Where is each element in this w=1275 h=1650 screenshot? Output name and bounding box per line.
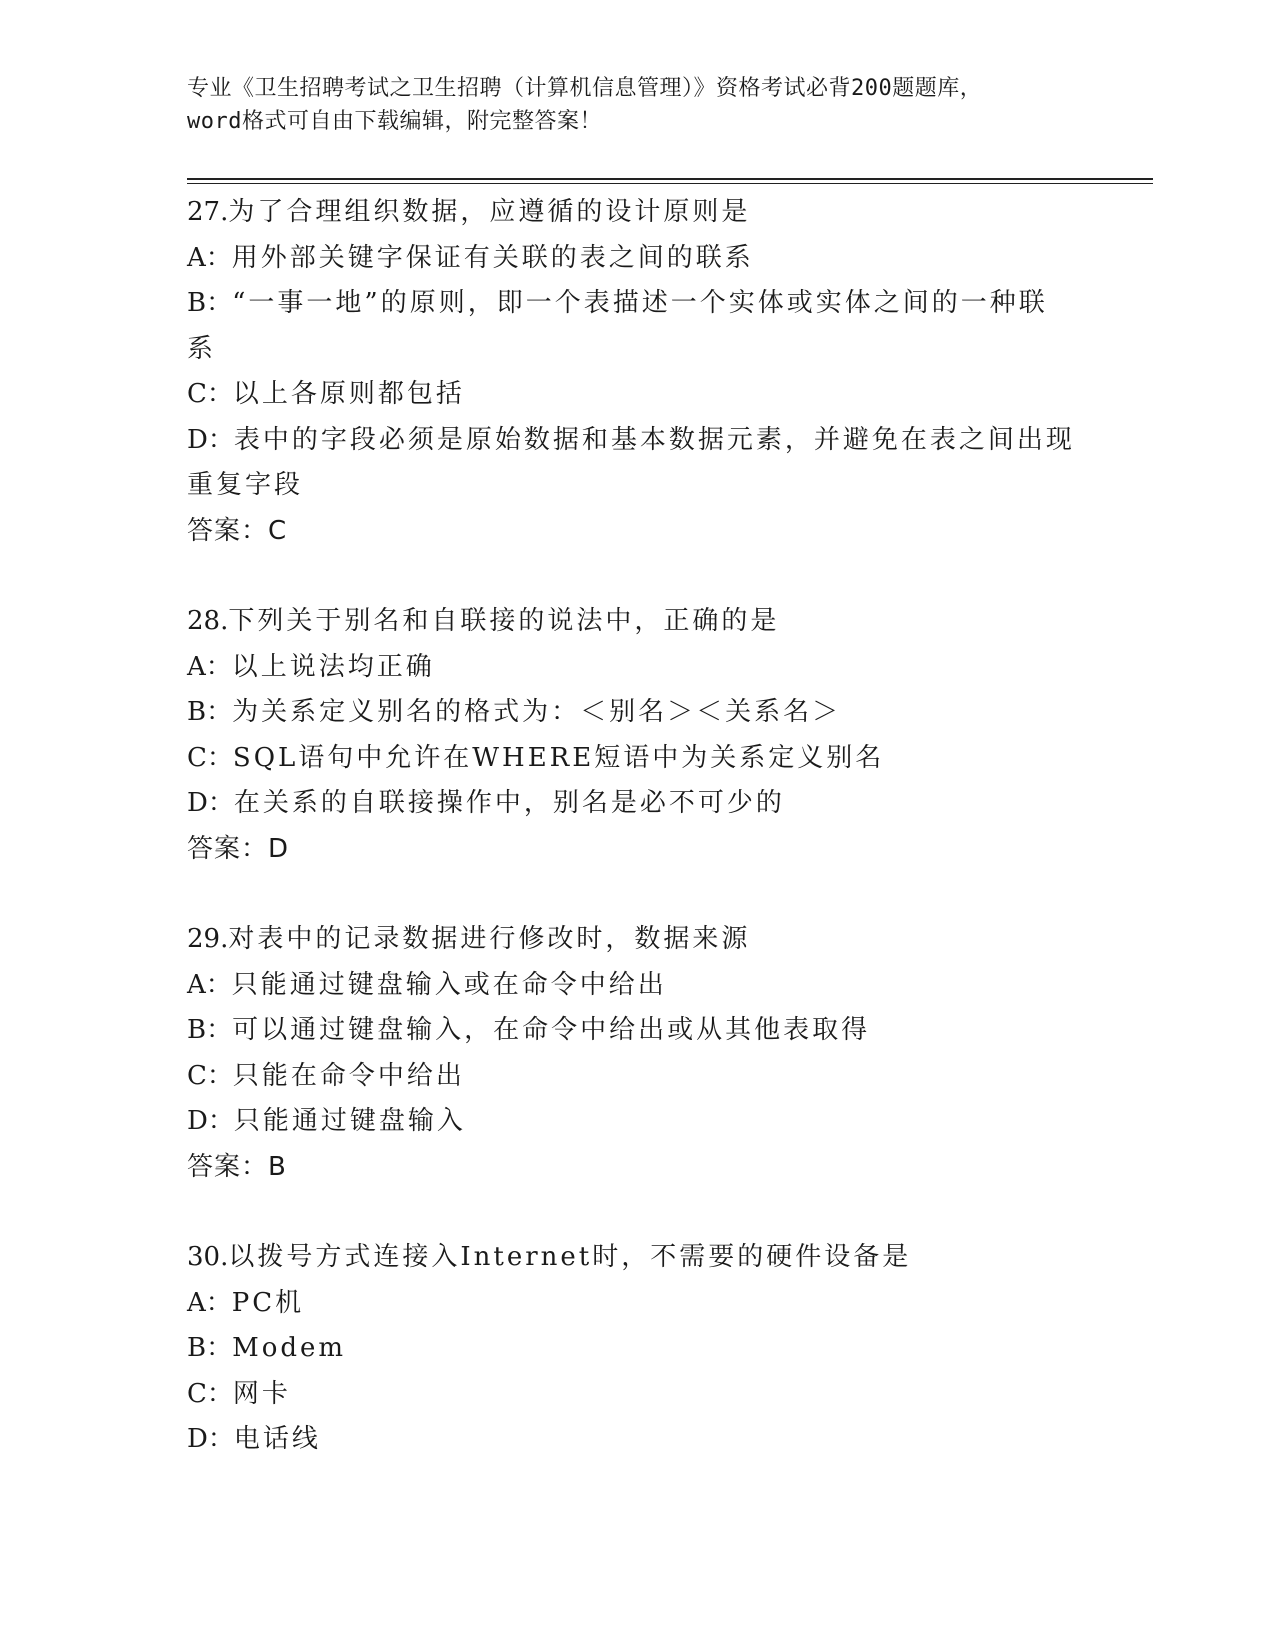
option-text: 在关系的自联接操作中，别名是必不可少的 bbox=[233, 788, 785, 818]
question-28 bbox=[187, 599, 1087, 872]
option-c bbox=[187, 372, 1087, 418]
question-text: 下列关于别名和自联接的说法中，正确的是 bbox=[228, 606, 780, 636]
option-letter: A： bbox=[187, 651, 232, 682]
option-text: 网卡 bbox=[232, 1378, 291, 1409]
option-a bbox=[187, 1281, 1087, 1327]
header-line-1: 专业《卫生招聘考试之卫生招聘（计算机信息管理）》资格考试必背200题题库， bbox=[187, 76, 983, 101]
option-a bbox=[187, 236, 1087, 282]
option-text: 只能通过键盘输入或在命令中给出 bbox=[231, 969, 667, 1000]
option-letter: C： bbox=[187, 1378, 233, 1409]
document-header bbox=[187, 72, 1087, 138]
option-letter: A： bbox=[187, 1287, 232, 1318]
option-d bbox=[187, 1099, 1087, 1145]
option-letter: C： bbox=[187, 379, 233, 409]
option-b bbox=[187, 1326, 1087, 1372]
option-letter: C： bbox=[187, 742, 233, 773]
option-text: 表中的字段必须是原始数据和基本数据元素，并避免在表之间出现 bbox=[233, 424, 1075, 455]
option-letter: B： bbox=[187, 288, 233, 318]
question-number: 29. bbox=[187, 924, 229, 954]
option-text: 可以通过键盘输入，在命令中给出或从其他表取得 bbox=[232, 1015, 871, 1045]
question-number: 27. bbox=[187, 197, 229, 227]
option-b bbox=[187, 1008, 1087, 1054]
option-b-continued: 系 bbox=[187, 333, 217, 364]
header-divider-thick bbox=[187, 178, 1153, 180]
option-letter: D： bbox=[187, 424, 234, 455]
option-letter: A： bbox=[187, 242, 232, 273]
option-b bbox=[187, 690, 1087, 736]
option-text: 用外部关键字保证有关联的表之间的联系 bbox=[231, 242, 754, 273]
question-27 bbox=[187, 190, 1087, 554]
question-list bbox=[187, 190, 1087, 1508]
answer-line: 答案：C bbox=[187, 515, 288, 546]
option-c bbox=[187, 736, 1087, 782]
question-stem bbox=[187, 599, 1087, 645]
option-d bbox=[187, 418, 1087, 464]
question-29 bbox=[187, 917, 1087, 1190]
option-text: “一事一地”的原则，即一个表描述一个实体或实体之间的一种联 bbox=[232, 288, 1048, 318]
question-number: 28. bbox=[187, 606, 229, 636]
question-text: 以拨号方式连接入Internet时，不需要的硬件设备是 bbox=[228, 1242, 912, 1272]
option-d bbox=[187, 1417, 1087, 1463]
question-stem bbox=[187, 190, 1087, 236]
option-text: 只能在命令中给出 bbox=[232, 1060, 465, 1091]
option-text: 只能通过键盘输入 bbox=[233, 1106, 466, 1136]
option-text: 为关系定义别名的格式为：＜别名＞＜关系名＞ bbox=[232, 697, 842, 727]
option-d-continued: 重复字段 bbox=[187, 470, 304, 500]
option-text: 电话线 bbox=[233, 1424, 321, 1454]
option-d bbox=[187, 781, 1087, 827]
header-line-2: word格式可自由下载编辑，附完整答案！ bbox=[187, 109, 602, 134]
answer-line: 答案：B bbox=[187, 1151, 287, 1182]
option-letter: D： bbox=[187, 1106, 234, 1136]
option-a bbox=[187, 963, 1087, 1009]
header-divider-thin bbox=[187, 183, 1153, 184]
question-text: 对表中的记录数据进行修改时，数据来源 bbox=[228, 924, 751, 954]
option-letter: C： bbox=[187, 1060, 233, 1091]
option-text: Modem bbox=[232, 1333, 347, 1363]
question-30 bbox=[187, 1235, 1087, 1463]
question-text: 为了合理组织数据，应遵循的设计原则是 bbox=[228, 197, 751, 227]
option-text: 以上各原则都包括 bbox=[232, 379, 465, 409]
option-c bbox=[187, 1054, 1087, 1100]
option-text: PC机 bbox=[231, 1287, 305, 1318]
option-a bbox=[187, 645, 1087, 691]
option-text: 以上说法均正确 bbox=[231, 651, 435, 682]
option-letter: B： bbox=[187, 1015, 233, 1045]
question-stem bbox=[187, 1235, 1087, 1281]
question-stem bbox=[187, 917, 1087, 963]
option-text: SQL语句中允许在WHERE短语中为关系定义别名 bbox=[232, 742, 885, 773]
option-c bbox=[187, 1372, 1087, 1418]
question-number: 30. bbox=[187, 1242, 229, 1272]
option-letter: B： bbox=[187, 697, 233, 727]
answer-line: 答案：D bbox=[187, 833, 290, 864]
option-b bbox=[187, 281, 1087, 327]
option-letter: B： bbox=[187, 1333, 233, 1363]
option-letter: D： bbox=[187, 1424, 234, 1454]
option-letter: A： bbox=[187, 969, 232, 1000]
option-letter: D： bbox=[187, 788, 234, 818]
